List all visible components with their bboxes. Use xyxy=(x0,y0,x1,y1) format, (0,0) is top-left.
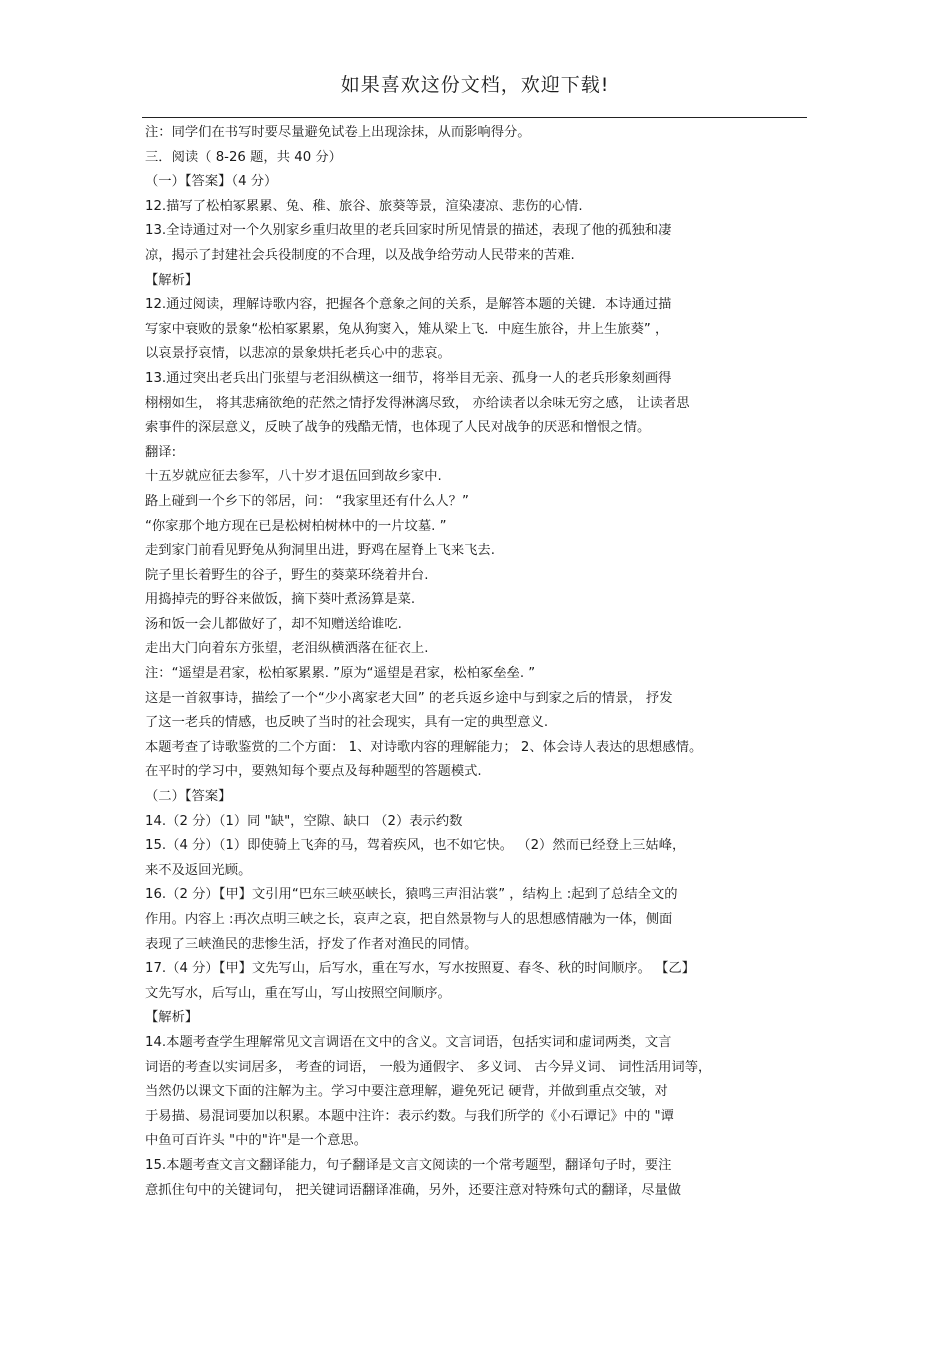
text-line: 十五岁就应征去参军，八十岁才退伍回到故乡家中. xyxy=(145,469,442,485)
text-line: 翻译: xyxy=(145,444,177,460)
text-line: 15.（4 分）（1）即使骑上飞奔的马，驾着疾风，也不如它快。 （2）然而已经登上三姑峰， xyxy=(145,838,686,854)
text-line: （二）【答案】 xyxy=(145,789,232,805)
text-line: 【解析】 xyxy=(145,1010,199,1026)
text-line: 索事件的深层意义，反映了战争的残酷无情，也体现了人民对战争的厌恶和憎恨之情。 xyxy=(145,420,651,436)
text-line: 于易描、易混词要加以积累。本题中注许：表示约数。与我们所学的《小石谭记》中的 "谭 xyxy=(145,1108,674,1124)
text-line: 三．阅读（ 8-26 题，共 40 分） xyxy=(145,149,342,165)
text-line: 注：同学们在书写时要尽量避免试卷上出现涂抹，从而影响得分。 xyxy=(145,125,531,140)
text-line: 当然仍以课文下面的注解为主。学习中要注意理解，避免死记 硬背，并做到重点交皱，对 xyxy=(145,1084,668,1100)
text-line: 15.本题考查文言文翻译能力，句子翻译是文言文阅读的一个常考题型，翻译句子时，要注 xyxy=(145,1157,672,1173)
text-line: 这是一首叙事诗，描绘了一个“少小离家老大回” 的老兵返乡途中与到家之后的情景， 抒发 xyxy=(145,690,673,706)
text-line: 文先写水，后写山，重在写山，写山按照空间顺序。 xyxy=(145,985,451,1001)
text-line: 17.（4 分）【甲】文先写山，后写水，重在写水，写水按照夏、春冬、秋的时间顺序。 【乙】 xyxy=(145,961,695,977)
text-line: 写家中衰败的景象“松柏冢累累，兔从狗窦入，雉从梁上飞．中庭生旅谷，井上生旅葵” ， xyxy=(145,321,669,337)
text-line: 14.（2 分）（1）同 "缺"，空隙、缺口 （2）表示约数 xyxy=(145,813,463,829)
text-line: 路上碰到一个乡下的邻居，问： “我家里还有什么人？” xyxy=(145,493,469,509)
text-line: 作用。内容上 :再次点明三峡之长，哀声之哀，把自然景物与人的思想感情融为一体，侧面 xyxy=(145,912,673,927)
text-line: 注：“遥望是君家，松柏冢累累. ”原为“遥望是君家，松柏冢垒垒. ” xyxy=(145,666,536,682)
text-line: 12.描写了松柏冢累累、兔、稚、旅谷、旅葵等景，渲染凄凉、悲伤的心情. xyxy=(145,198,583,214)
text-line: 用捣掉壳的野谷来做饭，摘下葵叶煮汤算是菜. xyxy=(145,592,416,608)
document-body xyxy=(145,121,810,1203)
text-line: 词语的考查以实词居多， 考查的词语， 一般为通假字、 多义词、 古今异义词、 词性活用词等， xyxy=(145,1059,712,1075)
text-line: “你家那个地方现在已是松树柏树林中的一片坟墓. ” xyxy=(145,518,447,534)
text-line: 意抓住句中的关键词句， 把关键词语翻译准确，另外，还要注意对特殊句式的翻译，尽量做 xyxy=(145,1182,682,1198)
text-line: 【解析】 xyxy=(145,272,199,288)
text-line: 院子里长着野生的谷子，野生的葵菜环绕着井台. xyxy=(145,567,429,583)
text-line: 中鱼可百许头 "中的"许"是一个意思。 xyxy=(145,1133,368,1149)
text-line: 在平时的学习中，要熟知每个要点及每种题型的答题模式. xyxy=(145,764,482,780)
page-header-title: 如果喜欢这份文档，欢迎下载! xyxy=(340,74,610,96)
text-line: 14.本题考查学生理解常见文言调语在文中的含义。文言词语，包括实词和虚词两类，文言 xyxy=(145,1034,672,1050)
text-line: 12.通过阅读，理解诗歌内容，把握各个意象之间的关系，是解答本题的关键．本诗通过描 xyxy=(145,297,672,313)
text-line: 来不及返回光顾。 xyxy=(145,862,252,878)
text-line: 以哀景抒哀情，以悲凉的景象烘托老兵心中的悲哀。 xyxy=(145,346,451,362)
text-line: 凉，揭示了封建社会兵役制度的不合理，以及战争给劳动人民带来的苦难. xyxy=(145,247,575,263)
text-line: 13.全诗通过对一个久别家乡重归故里的老兵回家时所见情景的描述，表现了他的孤独和凄 xyxy=(145,223,672,239)
text-line: 了这一老兵的情感，也反映了当时的社会现实，具有一定的典型意义. xyxy=(145,715,549,731)
header-divider xyxy=(142,117,807,118)
text-line: 表现了三峡渔民的悲惨生活，抒发了作者对渔民的同情。 xyxy=(145,936,478,952)
text-line: （一）【答案】（4 分） xyxy=(145,174,278,190)
text-line: 16.（2 分）【甲】文引用“巴东三峡巫峡长，猿鸣三声泪沾裳” ，结构上 :起到了总结全文的 xyxy=(145,887,678,903)
text-line: 本题考查了诗歌鉴赏的二个方面： 1、对诗歌内容的理解能力； 2、体会诗人表达的思想感情。 xyxy=(145,739,703,755)
text-line: 汤和饭一会儿都做好了，却不知赠送给谁吃. xyxy=(145,616,402,632)
text-line: 栩栩如生， 将其悲痛欲绝的茫然之情抒发得淋漓尽致， 亦给读者以余味无穷之感， 让读者思 xyxy=(145,395,690,411)
text-line: 走出大门向着东方张望，老泪纵横洒落在征衣上. xyxy=(145,641,429,657)
text-line: 13.通过突出老兵出门张望与老泪纵横这一细节，将举目无亲、孤身一人的老兵形象刻画得 xyxy=(145,370,672,386)
text-line: 走到家门前看见野兔从狗洞里出进，野鸡在屋脊上飞来飞去. xyxy=(145,543,495,559)
